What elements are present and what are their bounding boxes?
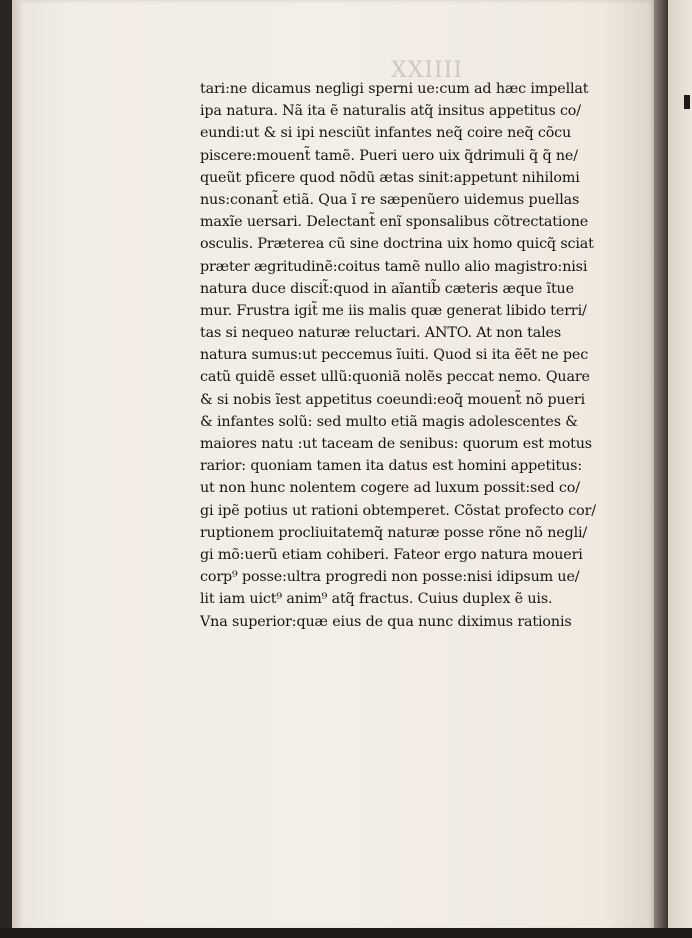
text-line-11: mur. Frustra igit̃ me iis malis quæ generat libido terri/ [200,302,587,319]
text-line-12: tas si nequeo naturæ reluctari. ANTO. At non tales [200,325,562,342]
text-line-4: piscere:mouent̃ tamẽ. Pueri uero uix q̃drimuli q̃ q̃ ne/ [200,147,578,164]
facing-page-ink-mark [684,95,690,109]
page-edge [12,0,22,930]
text-line-13: natura sumus:ut peccemus ĩuiti. Quod si ita ẽẽt ne pec [200,347,589,364]
text-line-16: & infantes solũ: sed multo etiã magis adolescentes & [200,413,578,430]
text-line-1: tari:ne dicamus negligi sperni ue:cum ad hæc impellat [200,81,589,97]
text-line-8: osculis. Præterea cũ sine doctrina uix homo quicq̃ sciat [200,236,594,253]
text-line-14: catũ quidẽ esset ullũ:quoniã nolẽs peccat nemo. Quare [200,369,590,386]
text-line-10: natura duce discit̃:quod in aĩantib̃ cæteris æque ĩtue [200,280,574,297]
text-line-3: eundi:ut & si ipi nesciũt infantes neq̃ coire neq̃ cõcu [200,125,572,142]
text-line-15: & si nobis ĩest appetitus coeundi:eoq̃ mouent̃ nõ pueri [200,391,586,408]
text-line-2: ipa natura. Nã ita ẽ naturalis atq̃ insitus appetitus co/ [200,103,581,120]
text-line-21: ruptionem procliuitatemq̃ naturæ posse rõne nõ negli/ [200,524,588,541]
facing-page-edge [668,0,692,938]
bottom-shadow [0,928,692,938]
text-line-20: gi ipẽ potius ut rationi obtemperet. Cõstat profecto cor/ [200,502,596,519]
text-line-7: maxĩe uersari. Delectant̃ enĩ sponsalibus cõtrectatione [200,214,589,231]
text-line-19: ut non hunc nolentem cogere ad luxum possit:sed co/ [200,480,580,497]
text-line-18: rarior: quoniam tamen ita datus est homini appetitus: [200,458,582,475]
text-line-9: præter ægritudinẽ:coitus tamẽ nullo alio magistro:nisi [200,258,588,275]
latin-text-block [200,78,638,633]
text-line-5: queũt pficere quod nõdũ ætas sinit:appetunt nihilomi [200,169,580,186]
text-line-17: maiores natu :ut taceam de senibus: quorum est motus [200,436,592,452]
text-line-25: Vna superior:quæ eius de qua nunc diximus rationis [200,613,572,630]
text-line-24: lit iam uict⁹ anim⁹ atq̃ fractus. Cuius duplex ẽ uis. [200,591,553,608]
text-line-6: nus:conant̃ etiã. Qua ĩ re sæpenũero uidemus puellas [200,191,580,208]
text-line-23: corp⁹ posse:ultra progredi non posse:nisi idipsum ue/ [200,569,580,586]
folio-number-showthrough: XXIIII [390,58,464,83]
text-line-22: gi mõ:uerũ etiam cohiberi. Fateor ergo natura moueri [200,546,583,563]
book-gutter [654,0,668,938]
